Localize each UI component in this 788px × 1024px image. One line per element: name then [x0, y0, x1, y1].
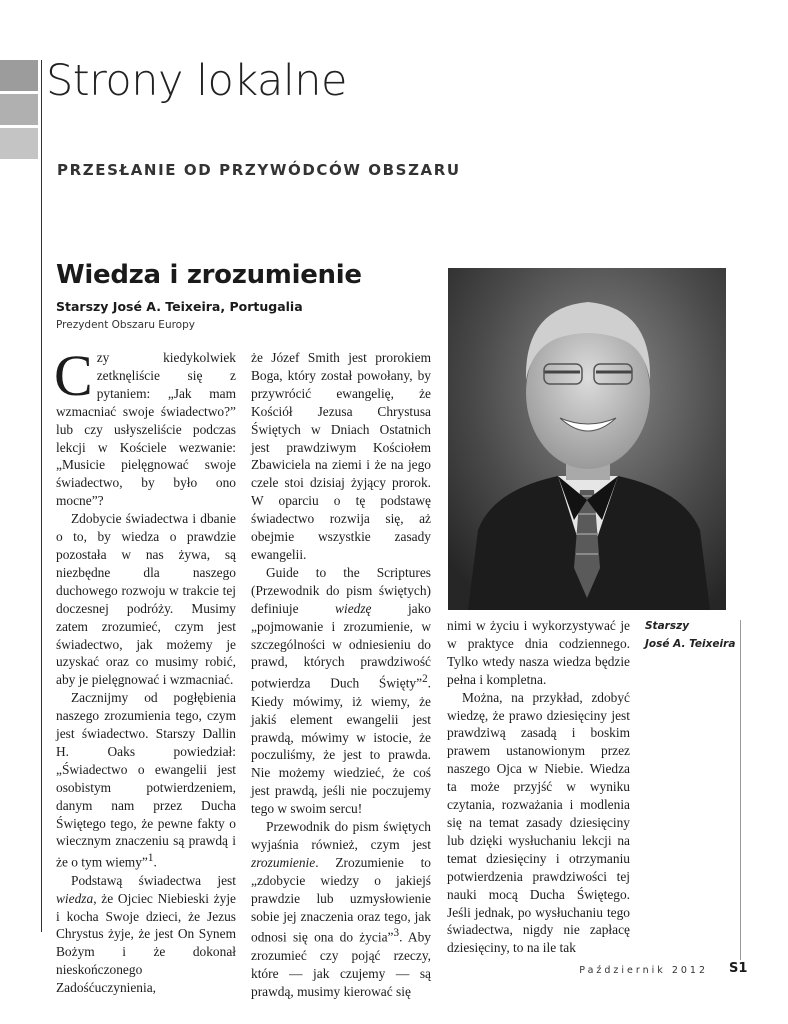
- article-byline: Starszy José A. Teixeira, Portugalia: [56, 299, 303, 314]
- paragraph: Czy kiedykolwiek zetknęliście się z pytaniem: „Jak mam wzmacniać swoje świadectwo?” lub czy usłyszeliście podczas lekcji w Kościele wezwanie: „Musicie pielęgnować swoje świadectwo, by było ono mocne”?: [54, 343, 236, 509]
- decor-block-3: [0, 128, 38, 159]
- issue-footer: Październik 2012: [579, 965, 708, 976]
- vertical-rule-right: [740, 620, 741, 960]
- photo-caption: [645, 618, 735, 653]
- caption-line-2: José A. Teixeira: [645, 637, 736, 650]
- paragraph: Guide to the Scriptures (Przewodnik do pism świętych) definiuje wiedzę jako „pojmowanie i zrozumienie, w szczególności w odniesieniu do prawd, których prawdziwość potwierdza Duch Święty”$^2$. Kiedy mówimy, iż wiemy, że jakiś element ewangelii jest prawdą, mówimy w istocie, że poczuliśmy, że jest to prawda. Nie możemy wiedzieć, że coś jest prawdą, jeśli nie poczujemy tego w swoim sercu!: [251, 564, 431, 817]
- drop-cap: C: [54, 343, 93, 408]
- article-column-3: [447, 617, 630, 957]
- vertical-rule: [41, 60, 42, 932]
- author-role: Prezydent Obszaru Europy: [56, 319, 195, 331]
- article-column-1: [54, 343, 236, 997]
- paragraph: nimi w życiu i wykorzystywać je w praktyce dnia codziennego. Tylko wtedy nasza wiedza będzie pełna i kompletna.: [447, 618, 630, 687]
- section-kicker: PRZESŁANIE OD PRZYWÓDCÓW OBSZARU: [57, 161, 461, 179]
- portrait-photo: [448, 268, 726, 610]
- article-column-2: [251, 349, 431, 1001]
- paragraph: Zacznijmy od pogłębienia naszego zrozumienia tego, czym jest świadectwo. Starszy Dallin H. Oaks powiedział: „Świadectwo o ewangelii jest osobistym potwierdzeniem, danym nam przez Ducha Świętego tego, że pewne fakty o wiecznym znaczeniu są prawdą i że o tym wiemy”$^1$.: [56, 690, 236, 870]
- paragraph: Przewodnik do pism świętych wyjaśnia również, czym jest zrozumienie. Zrozumienie to „zdobycie wiedzy o jakiejś prawdzie lub uzmysłowienie sobie jej znaczenia oraz tego, jak odnosi się ona do życia”$^3$. Aby zrozumieć czy pojąć rzeczy, które — jak czujemy — są prawdą, musimy kierować się: [251, 819, 431, 999]
- section-title: Strony lokalne: [46, 56, 347, 106]
- article-title: Wiedza i zrozumienie: [56, 260, 362, 290]
- decor-block-1: [0, 60, 38, 91]
- decor-block-2: [0, 94, 38, 125]
- paragraph: Można, na przykład, zdobyć wiedzę, że prawo dziesięciny jest prawdziwą zasadą i boskim prawem ustanowionym przez naszego Ojca w Niebie. Wiedza ta może przyjść w wyniku czytania, rozważania i modlenia się na temat zasady dziesięciny lub dzięki wysłuchaniu lekcji na temat dziesięciny i otrzymaniu potwierdzenia prawdziwości tej nauki mocą Ducha Świętego. Jeśli jednak, po wysłuchaniu tego świadectwa, nigdy nie zapłacę dziesięciny, to na ile tak: [447, 689, 630, 956]
- paragraph: Zdobycie świadectwa i dbanie o to, by wiedza o prawdzie pozostała w nas żywa, są niezbędne dla naszego duchowego rozwoju w trakcie tej doczesnej podróży. Musimy zatem zrozumieć, czym jest świadectwo, jak możemy je uzyskać oraz co musimy robić, aby je pielęgnować i wzmacniać.: [56, 511, 236, 688]
- caption-line-1: Starszy: [645, 620, 690, 632]
- paragraph: że Józef Smith jest prorokiem Boga, który został powołany, by przywrócić ewangelię, że Kościół Jezusa Chrystusa Świętych w Dniach Ostatnich jest prawdziwym Kościołem Zbawiciela na ziemi i że na jego czele stoi dzisiaj żyjący prorok. W oparciu o tę podstawę świadectwo rozwija się, aż obejmie wszystkie zasady ewangelii.: [251, 350, 431, 562]
- page-number: S1: [729, 961, 748, 976]
- paragraph: Podstawą świadectwa jest wiedza, że Ojciec Niebieski żyje i kocha Swoje dzieci, że Jezus Chrystus żyje, że jest On Synem Bożym i że dokonał nieskończonego Zadośćuczynienia,: [56, 872, 236, 996]
